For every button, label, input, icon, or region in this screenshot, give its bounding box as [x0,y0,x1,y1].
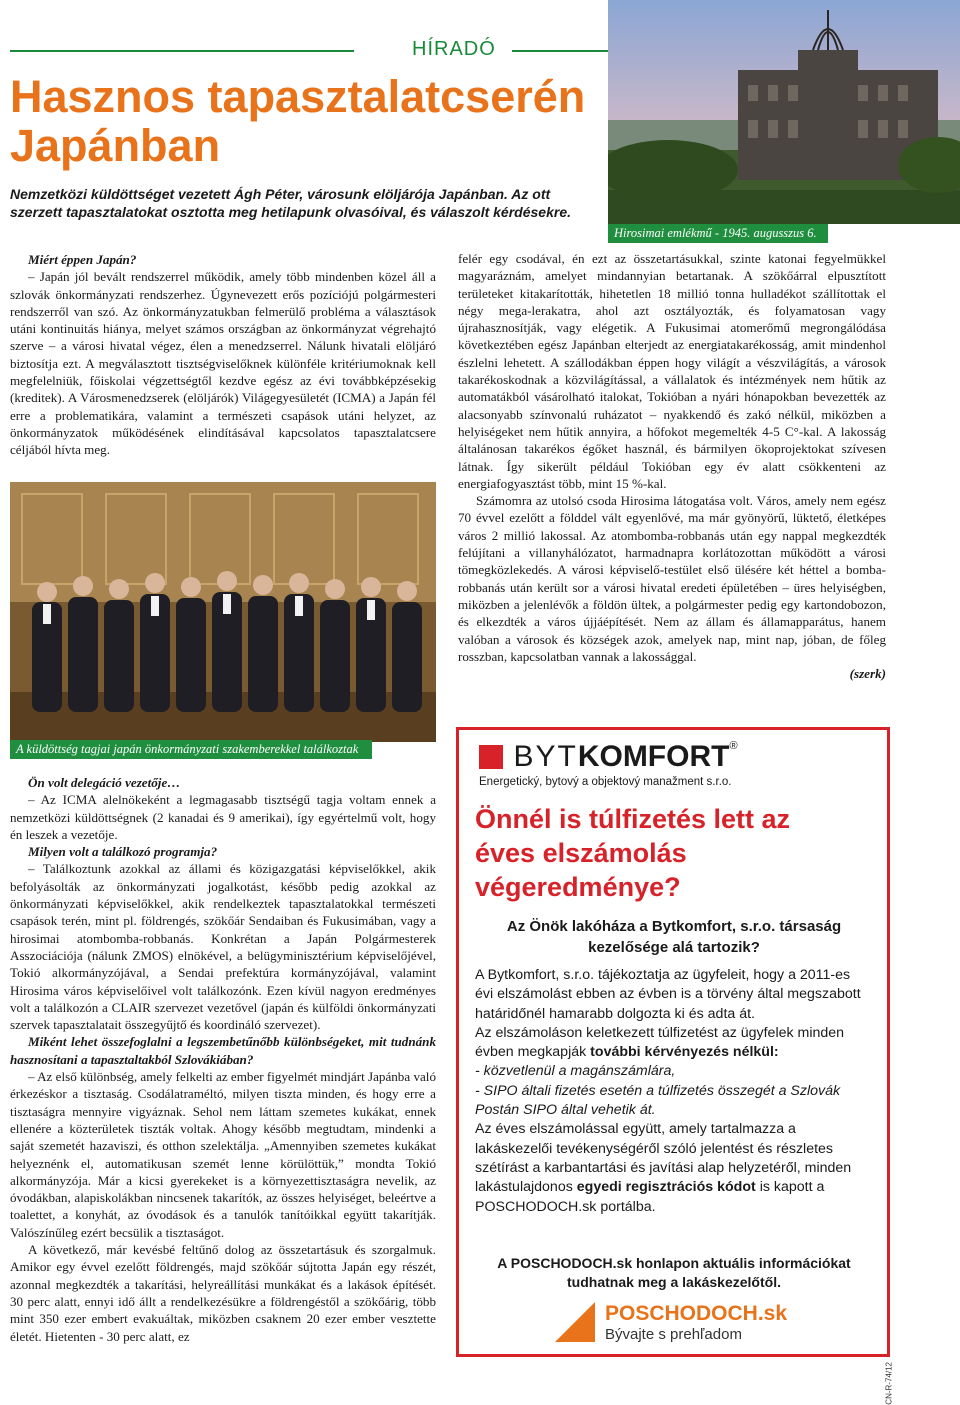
answer-program: – Találkoztunk azokkal az állami és közigazgatási képviselőkkel, akik befolyásolták az önkormányzati jogalkotást, később pedig azokkal az önkormányzati képviselőkkel, akik rendelkeztek tapasztalatokkal természeti csapások terén, mint pl. földrengés, szökőár Sendaiban és Fukusimában, vagy a hirosimai atombomba-robbanás. Konkrétan a Japán Polgármesterek Asszociációja (nálunk ZMOS) elnökével, a belügyminisztérium képviselőjével, Tokió alkormányzójával, a Sendai prefektúra kormányzójával, valamint Hirosima város képviselőivel volt találkozónk. Ezen kívül nagyon eredményes volt a találkozón a CLAIR szervezet vezetővel (japán és külföldi önkormányzati szervek tapasztalatait összegyűjtő és koordináló szervezet). [10,861,436,1033]
col2-paragraph-1: felér egy csodával, én ezt az összetartásukkal, szinte katonai fegyelmükkel magyaráznám, amelyet mindannyian betartanak. A szökőárral elpusztított területeket kitakarították, hihetetlen 18 millió tonna hulladékot szállítottak el négy mega-lerakatra, ahol azt osztályozták, és folyamatosan vagy újrahasznosítják, vagy elégetik. A Fukusimai atomerőmű megrongálódása következtében egész Japánban elterjedt az energiatakarékosság, amit mindenhol észlelni lehetett. A szállodákban éppen hogy világít a vészvilágítás, a városok takarékoskodnak a közvilágítással, a vállalatok és intézmények nem hűtik az automatákból vásárolható italokat, Tokióban a nyári hónapokban bevezették az alacsonyabb színvonalú ruházatot – nyakkendő és zakó nélkül, miközben a helyiségeket nem hűtik annyira, a hőfokot megemelték 4-5 C°-kal. A lakosság általánosan takarékos égőket használ, és bármilyen ökoprojektokat szívesen látnak. Így sikerült például Tokióban egy év alatt csökkenteni az energiafogyasztást több, mint 15 %-kal. [458,251,886,491]
ad-paragraph-3 [475,1120,871,1216]
ad-list-item-1: - közvetlenül a magánszámlára, [475,1063,676,1080]
col2-paragraph-2: Számomra az utolsó csoda Hirosima látogatása volt. Város, amely nem egész 70 évvel ezelőtt a földdel vált egyenlővé, ma már gyönyörű, lüktető, életképes város 2 millió lakossal. Az atombomba-robbanás után egy nappal megkezdték felújítani a villanyhálózatot, harmadnapra korlátozottan működött a városi tömegközlekedés. A városi képviselő-testület első ülésére két héttel a bomba-robbanás után került sor a városi hivatal eredeti épületében – üres helyiségben, miközben a jelenlévők a földön ültek, a polgármester pedig egy kartondobozon, és elkezdték a város újjáépítését. Nem az állam és államapparátus, hanem valóban a városok és községek azok, amelyek nap, mint nap, jóban, de főleg rosszban, kapcsolatban vannak a lakossággal. [458,493,886,664]
logo-registered: ® [729,740,738,752]
hiroshima-caption: Hirosimai emlékmű - 1945. augusszus 6. [608,224,828,243]
ad-list-item-2: - SIPO általi fizetés esetén a túlfizetés összegét a Szlovák Postán SIPO által vehetik át. [475,1082,841,1119]
article-col1-bottom [10,774,436,1345]
headline-line1: Hasznos tapasztalatcserén [10,71,586,122]
poschodoch-house-icon [555,1302,595,1342]
ad-paragraph-2 [475,1024,871,1063]
header-rule-left [10,50,354,52]
group-photo-caption: A küldöttség tagjai japán önkormányzati szakemberekkel találkoztak [10,740,372,759]
headline [10,72,610,170]
ad-p3-bold: egyedi regisztrációs kódot [576,1179,756,1196]
bytkomfort-ad [456,727,890,1357]
logo-komfort: KOMFORT [577,740,730,773]
answer-cohesion: A következő, már kevésbé feltűnő dolog az összetartásuk és szorgalmuk. Amikor egy évvel ezelőtt földrengés, majd szökőár sújtotta Japán egy részét, azonnal megkezdték a takarítási, helyreállítási munkákat és a lakások építését. 30 perc alatt, ennyi idő állt a rendelkezésükre a földrengéstől a szökőárig, több mint 350 ezer embert evakuáltak, miközben csaknem 20 ezer ember vesztette életét. Hietenten - 30 perc alatt, ez [10,1242,436,1344]
ad-p3-post: is kapott a POSCHODOCH.sk portálba. [475,1179,825,1215]
answer-differences: – Az első különbség, amely felkelti az ember figyelmét mindjárt Japánba való érkezéskor a tisztaság. Csodálatraméltó, milyen tiszta minden, és hogy erre a tisztaságra mennyire vigyáznak. Sehol nem láttam szemetes kukákat, ennek ellenére a közterületek tiszták voltak. Ahogy később megtudtam, mindenki a saját szemetét hazaviszi, és otthon szelektálja. „Amennyiben szemetes kukákat helyeznénk el, automatikusan szemét lenne körülöttük,” mondta Tokió alkormányzója. Már a kicsi gyerekeket is a környezettisztaságra nevelik, az óvodákban, alapiskolákban nincsenek takarítók, az összes helyiséget, beleértve a toalettet, a konyhát, az óvodások és a tanulók tanítóikkal együtt takarítják. Valószínűleg ezért becsülik a tisztaságot. [10,1069,436,1240]
ad-p2-bold: további kérvényezés nélkül: [590,1044,779,1061]
ad-body [475,966,871,1217]
headline-line2: Japánban [10,120,221,171]
logo-tagline: Energetický, bytový a objektový manažment s.r.o. [479,776,732,788]
question-differences: Miként lehet összefoglalni a legszembetűnőbb különbségeket, mit tudnánk hasznosítani a tapasztaltakból Szlovákiában? [10,1034,436,1067]
delegation-group-image [10,482,436,742]
group-photo [10,482,436,742]
section-label: HÍRADÓ [412,38,496,60]
question-delegation-lead: Ön volt delegáció vezetője… [28,775,181,790]
atomic-dome-image [608,0,960,224]
lead-paragraph: Nemzetközi küldöttséget vezetett Ágh Péter, városunk elöljárója Japánban. Az ott szerzett tapasztalatokat osztotta meg hetilapunk olvasóival, és válaszolt kérdésekre. [10,186,571,220]
poschodoch-title: POSCHODOCH.sk [605,1302,788,1325]
ad-code: CN-R-74/12 [885,1362,894,1405]
ad-cta: A POSCHODOCH.sk honlapon aktuális információkat tudhatnak meg a lakáskezelőtől. [497,1255,851,1290]
signature: (szerk) [849,666,886,682]
poschodoch-subtitle: Bývajte s prehľadom [605,1326,742,1343]
header-rule-right [512,50,608,52]
ad-p2-text: Az elszámoláson keletkezett túlfizetést az ügyfelek minden évben megkapják [475,1024,845,1061]
answer-why-japan: – Japán jól bevált rendszerrel működik, amely több mindenben közel áll a szlovák önkormányzati rendszerhez. Úgynevezett erős pozíciójú polgármesteri rendszerről van szó. Az önkormányzatukban felmerülő probléma a választások utáni kontinuitás hiánya, melyet számos országban az önkormányzat végrehajtó szerve – a városi hivatal végez, élen a menedzserrel. Nálunk hivatali elöljáró biztosítja ezt. A megválasztott tisztségviselőknek különféle kritériumoknak kell megfelelniük, főiskolai végzettségtől kezdve egész az évi továbbképzésekig (kreditek). A Városmenedzserek (elöljárók) Világegyesületét (ICMA) a Japán fél erre a problematikára, valamint a természeti csapások utáni helyzet, az önkormányzatok működésének elindításával kapcsolatos tapasztalatcsere céljából hívta meg. [10,269,436,458]
bytkomfort-logo [479,740,738,788]
logo-byt: BYT [513,740,578,773]
ad-paragraph-1: A Bytkomfort, s.r.o. tájékoztatja az ügyfeleit, hogy a 2011-es évi elszámolást ebben az évben is a törvény által megszabott határidőnél hamarabb dolgozta ki és adta át. [475,967,861,1022]
article-col2 [458,250,886,682]
ad-subheadline: Az Önök lakóháza a Bytkomfort, s.r.o. társaság kezelősége alá tartozik? [506,918,842,956]
poschodoch-logo[interactable] [555,1302,815,1346]
logo-square-icon [479,745,503,769]
ad-p3-text: Az éves elszámolással együtt, amely tartalmazza a lakáskezelői tevékenységéről szóló jelentést és részletes szétírást a karbantartási és javítási alap helyzetéről, minden lakástulajdonos [475,1121,852,1196]
question-program: Milyen volt a találkozó programja? [28,844,218,860]
hiroshima-photo [608,0,960,224]
article-col1-top [10,251,436,459]
answer-delegation-lead: – Az ICMA alelnökeként a legmagasabb tisztségű tagja voltam ennek a nemzetközi küldöttségnek (2 kanadai és 9 amerikai), így egyértelmű volt, hogy én leszek a vezetője. [10,792,436,842]
ad-headline: Önnél is túlfizetés lett az éves elszámolás végeredménye? [475,804,791,902]
question-why-japan: Miért éppen Japán? [28,252,137,267]
